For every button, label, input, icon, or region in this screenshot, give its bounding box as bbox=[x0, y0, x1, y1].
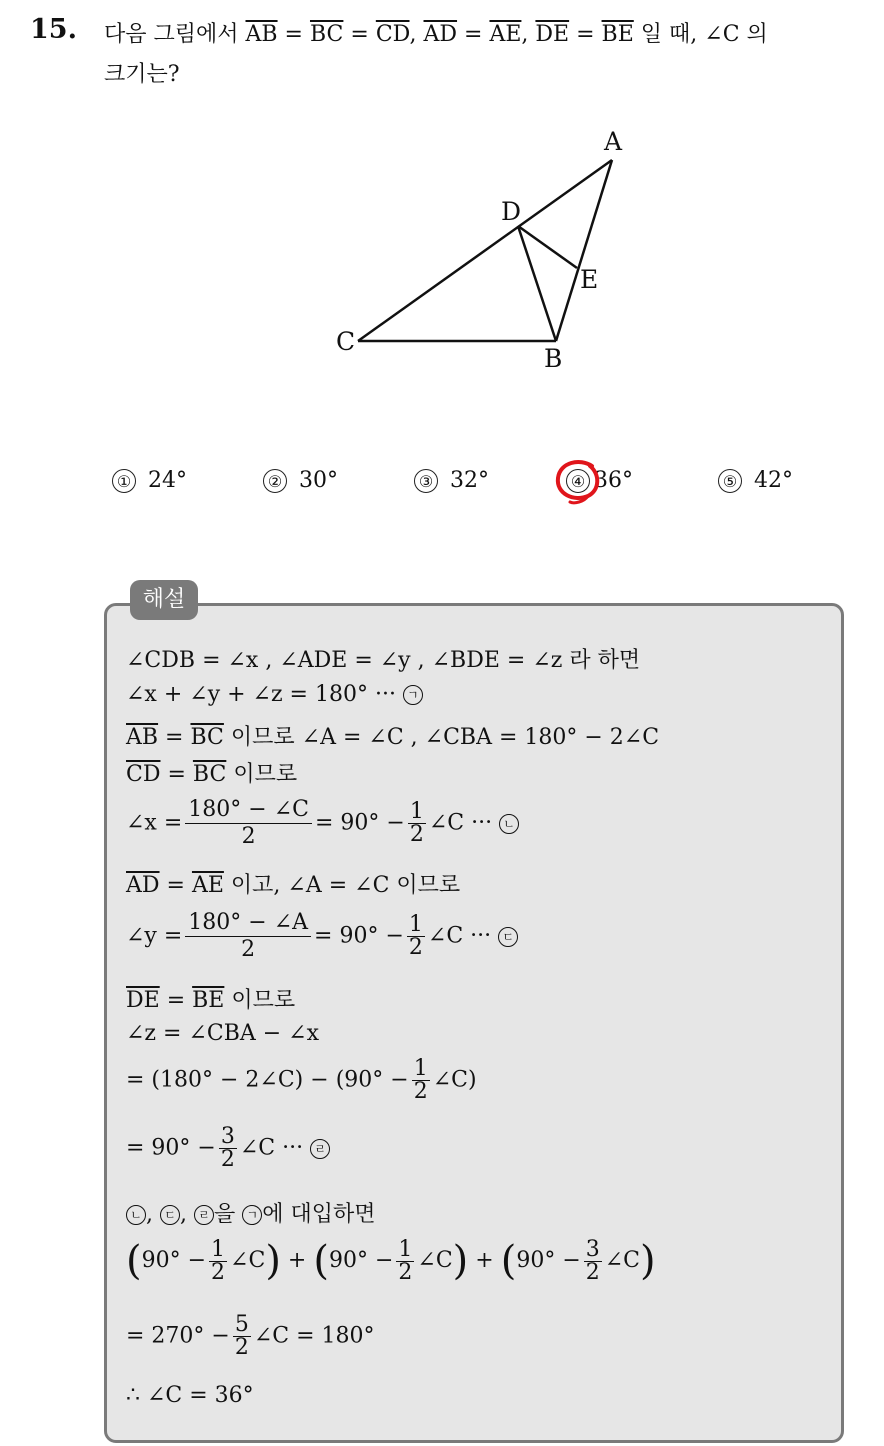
mark-b-icon: ㄴ bbox=[499, 814, 519, 834]
segment-db bbox=[518, 226, 556, 341]
mark-c-icon: ㄷ bbox=[498, 927, 518, 947]
sol-line-13: (90° − $\frac{1}{2}$ ∠C) + (90° − $\frac{1}{2}$ ∠C) + (90° − $\frac{3}{2}$ ∠C) bbox=[126, 1236, 656, 1285]
segment-de-line bbox=[518, 226, 577, 268]
segment-de: $\overline{DE}$ bbox=[535, 22, 570, 47]
label-a: A bbox=[604, 127, 623, 156]
sol-line-2: ∠x + ∠y + ∠z = 180° ··· ㄱ bbox=[126, 682, 423, 707]
label-d: D bbox=[501, 197, 522, 226]
solution-tag: 해설 bbox=[130, 580, 198, 620]
segment-ab: $\overline{AB}$ bbox=[245, 22, 278, 47]
segment-ad: $\overline{AD}$ bbox=[423, 22, 458, 47]
mark-a-icon: ㄱ bbox=[403, 685, 423, 705]
sol-line-7: ∠y = $\frac{180^\circ - \angle A}{2}$ = 90° − $\frac{1}{2}$ ∠C ··· ㄷ bbox=[126, 910, 518, 963]
sol-line-14: = 270° − $\frac{5}{2}$ ∠C = 180° bbox=[126, 1312, 375, 1360]
mark-d-icon: ㄹ bbox=[310, 1139, 330, 1159]
choice-1[interactable]: ① 24° bbox=[112, 468, 187, 493]
side-ca bbox=[358, 160, 612, 341]
answer-mark-icon bbox=[550, 456, 606, 508]
question-number: 15. bbox=[30, 14, 77, 45]
question-line-2: 크기는? bbox=[104, 62, 180, 87]
sol-line-9: ∠z = ∠CBA − ∠x bbox=[126, 1021, 320, 1046]
choice-3[interactable]: ③ 32° bbox=[414, 468, 489, 493]
sol-line-10: = (180° − 2∠C) − (90° − $\frac{1}{2}$ ∠C) bbox=[126, 1056, 477, 1104]
segment-cd: $\overline{CD}$ bbox=[375, 22, 410, 47]
choice-2[interactable]: ② 30° bbox=[263, 468, 338, 493]
sol-line-12: ㄴ , ㄷ , ㄹ 을 ㄱ 에 대입하면 bbox=[126, 1197, 376, 1228]
triangle-figure bbox=[0, 0, 884, 420]
choice-5[interactable]: ⑤ 42° bbox=[718, 468, 793, 493]
question-line-1: 다음 그림에서 $\overline{AB} = \overline{BC} = \overline{CD}$, $\overline{AD} = \overline{AE}$, $\overline{DE} = \overline{BE}$ 일 때, ∠C 의 bbox=[104, 22, 768, 47]
sol-line-15: ∴ ∠C = 36° bbox=[126, 1383, 254, 1408]
label-b: B bbox=[544, 344, 563, 373]
sol-line-1: ∠CDB = ∠x , ∠ADE = ∠y , ∠BDE = ∠z 라 하면 bbox=[126, 648, 641, 673]
sol-line-4: $\overline{CD} = \overline{BC}$ 이므로 bbox=[126, 762, 298, 787]
segment-bc: $\overline{BC}$ bbox=[309, 22, 344, 47]
sol-line-3: $\overline{AB} = \overline{BC}$ 이므로 ∠A = ∠C , ∠CBA = 180° − 2∠C bbox=[126, 725, 660, 750]
label-e: E bbox=[580, 265, 599, 294]
segment-be: $\overline{BE}$ bbox=[601, 22, 634, 47]
sol-line-5: ∠x = $\frac{180^\circ - \angle C}{2}$ = 90° − $\frac{1}{2}$ ∠C ··· ㄴ bbox=[126, 797, 519, 850]
sol-line-6: $\overline{AD} = \overline{AE}$ 이고, ∠A = ∠C 이므로 bbox=[126, 873, 461, 898]
sol-line-8: $\overline{DE} = \overline{BE}$ 이므로 bbox=[126, 988, 296, 1013]
side-ba bbox=[556, 160, 612, 341]
sol-line-11: = 90° − $\frac{3}{2}$ ∠C ··· ㄹ bbox=[126, 1126, 330, 1171]
segment-ae: $\overline{AE}$ bbox=[489, 22, 522, 47]
label-c: C bbox=[336, 327, 356, 356]
choice-4[interactable]: ④ 36° bbox=[566, 468, 633, 493]
